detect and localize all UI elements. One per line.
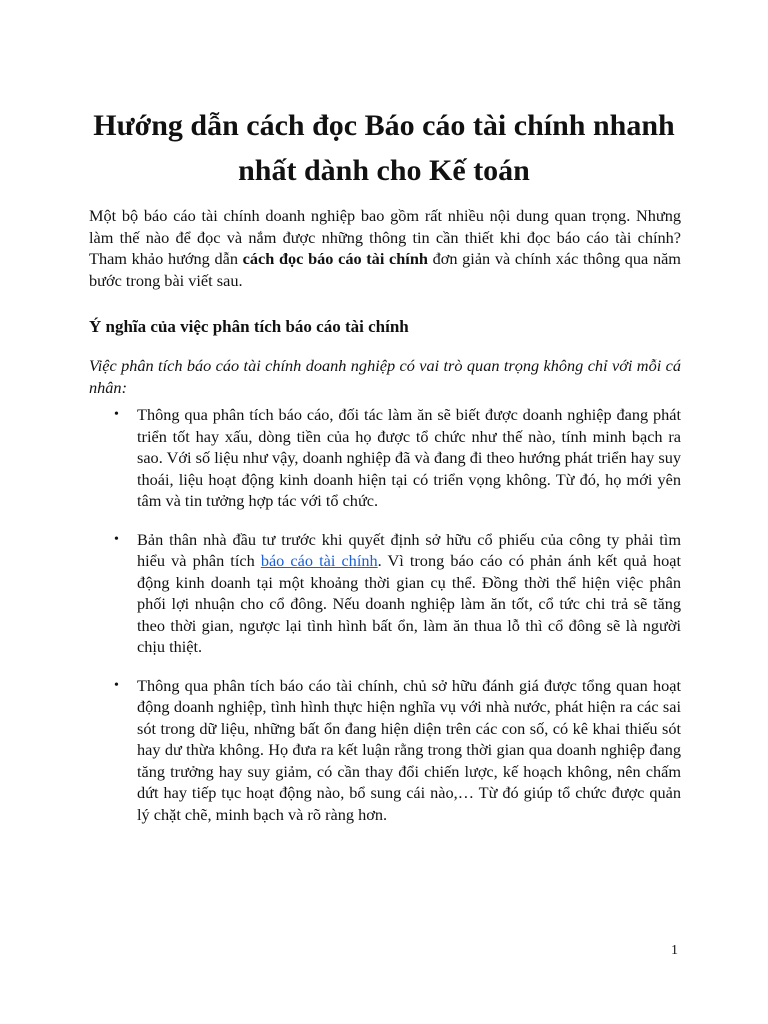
section-heading: Ý nghĩa của việc phân tích báo cáo tài chính: [89, 317, 409, 336]
bullet-item-investors: [110, 529, 681, 658]
intro-text-end: đơn giản và chính xác thông qua năm bước trong bài viết sau.: [89, 249, 681, 290]
bullet-text-after-link: . Vì trong báo cáo có phản ánh kết quả hoạt động kinh doanh tại một khoảng thời gian cụ thể. Đồng thời thể hiện việc phân phối lợi nhuận cho cổ đông. Nếu doanh nghiệp làm ăn tốt, cổ tức chi trả sẽ tăng theo thời gian, ngược lại tình hình bất ổn, làm ăn thua lỗ thì cổ đông sẽ là người chịu thiệt.: [137, 551, 681, 656]
intro-paragraph: [89, 205, 681, 291]
bullet-dot-icon: •: [114, 407, 119, 422]
bullet-text: Thông qua phân tích báo cáo, đối tác làm ăn sẽ biết được doanh nghiệp đang phát triển tốt hay xấu, dòng tiền của họ được tổ chức như thế nào, tính minh bạch ra sao. Với số liệu như vậy, doanh nghiệp đã và đang đi theo hướng phát triển hay suy thoái, liệu hoạt động kinh doanh hiện tại có triển vọng không. Từ đó, họ mới yên tâm và tin tưởng hợp tác với tổ chức.: [137, 405, 681, 510]
bullet-text-before-link: Bản thân nhà đầu tư trước khi quyết định sở hữu cổ phiếu của công ty phải tìm hiểu và phân tích: [137, 529, 681, 570]
bullet-item-partners: [110, 404, 681, 512]
section-lead-italic: Việc phân tích báo cáo tài chính doanh nghiệp có vai trò quan trọng không chỉ với mỗi cá nhân:: [89, 356, 681, 397]
bullet-dot-icon: •: [114, 677, 119, 693]
bullet-item-owners: [110, 675, 681, 826]
document-title: Hướng dẫn cách đọc Báo cáo tài chính nhanh nhất dành cho Kế toán: [93, 109, 675, 187]
bullet-dot-icon: •: [114, 531, 119, 547]
financial-report-link[interactable]: báo cáo tài chính: [260, 551, 378, 570]
bullet-text: Thông qua phân tích báo cáo tài chính, chủ sở hữu đánh giá được tổng quan hoạt động doanh nghiệp, tình hình thực hiện nghĩa vụ với nhà nước, phát hiện ra các sai sót trong dữ liệu, những bất ổn đang hiện diện trên các con số, có kê khai thiếu sót hay dư thừa không. Họ đưa ra kết luận rằng trong thời gian qua doanh nghiệp đang tăng trưởng hay suy giảm, có cần thay đổi chiến lược, kế hoạch không, nên chấm dứt hay tiếp tục hoạt động nào, bổ sung cái nào,… Từ đó giúp tổ chức được quản lý chặt chẽ, minh bạch và rõ ràng hơn.: [137, 675, 681, 824]
page-number: 1: [671, 943, 678, 958]
bullet-list: [110, 404, 681, 825]
intro-bold-phrase: cách đọc báo cáo tài chính: [242, 249, 428, 268]
intro-text-start: Một bộ báo cáo tài chính doanh nghiệp bao gồm rất nhiều nội dung quan trọng. Nhưng làm thế nào để đọc và nắm được những thông tin cần thiết khi đọc báo cáo tài chính? Tham khảo hướng dẫn: [89, 206, 681, 268]
